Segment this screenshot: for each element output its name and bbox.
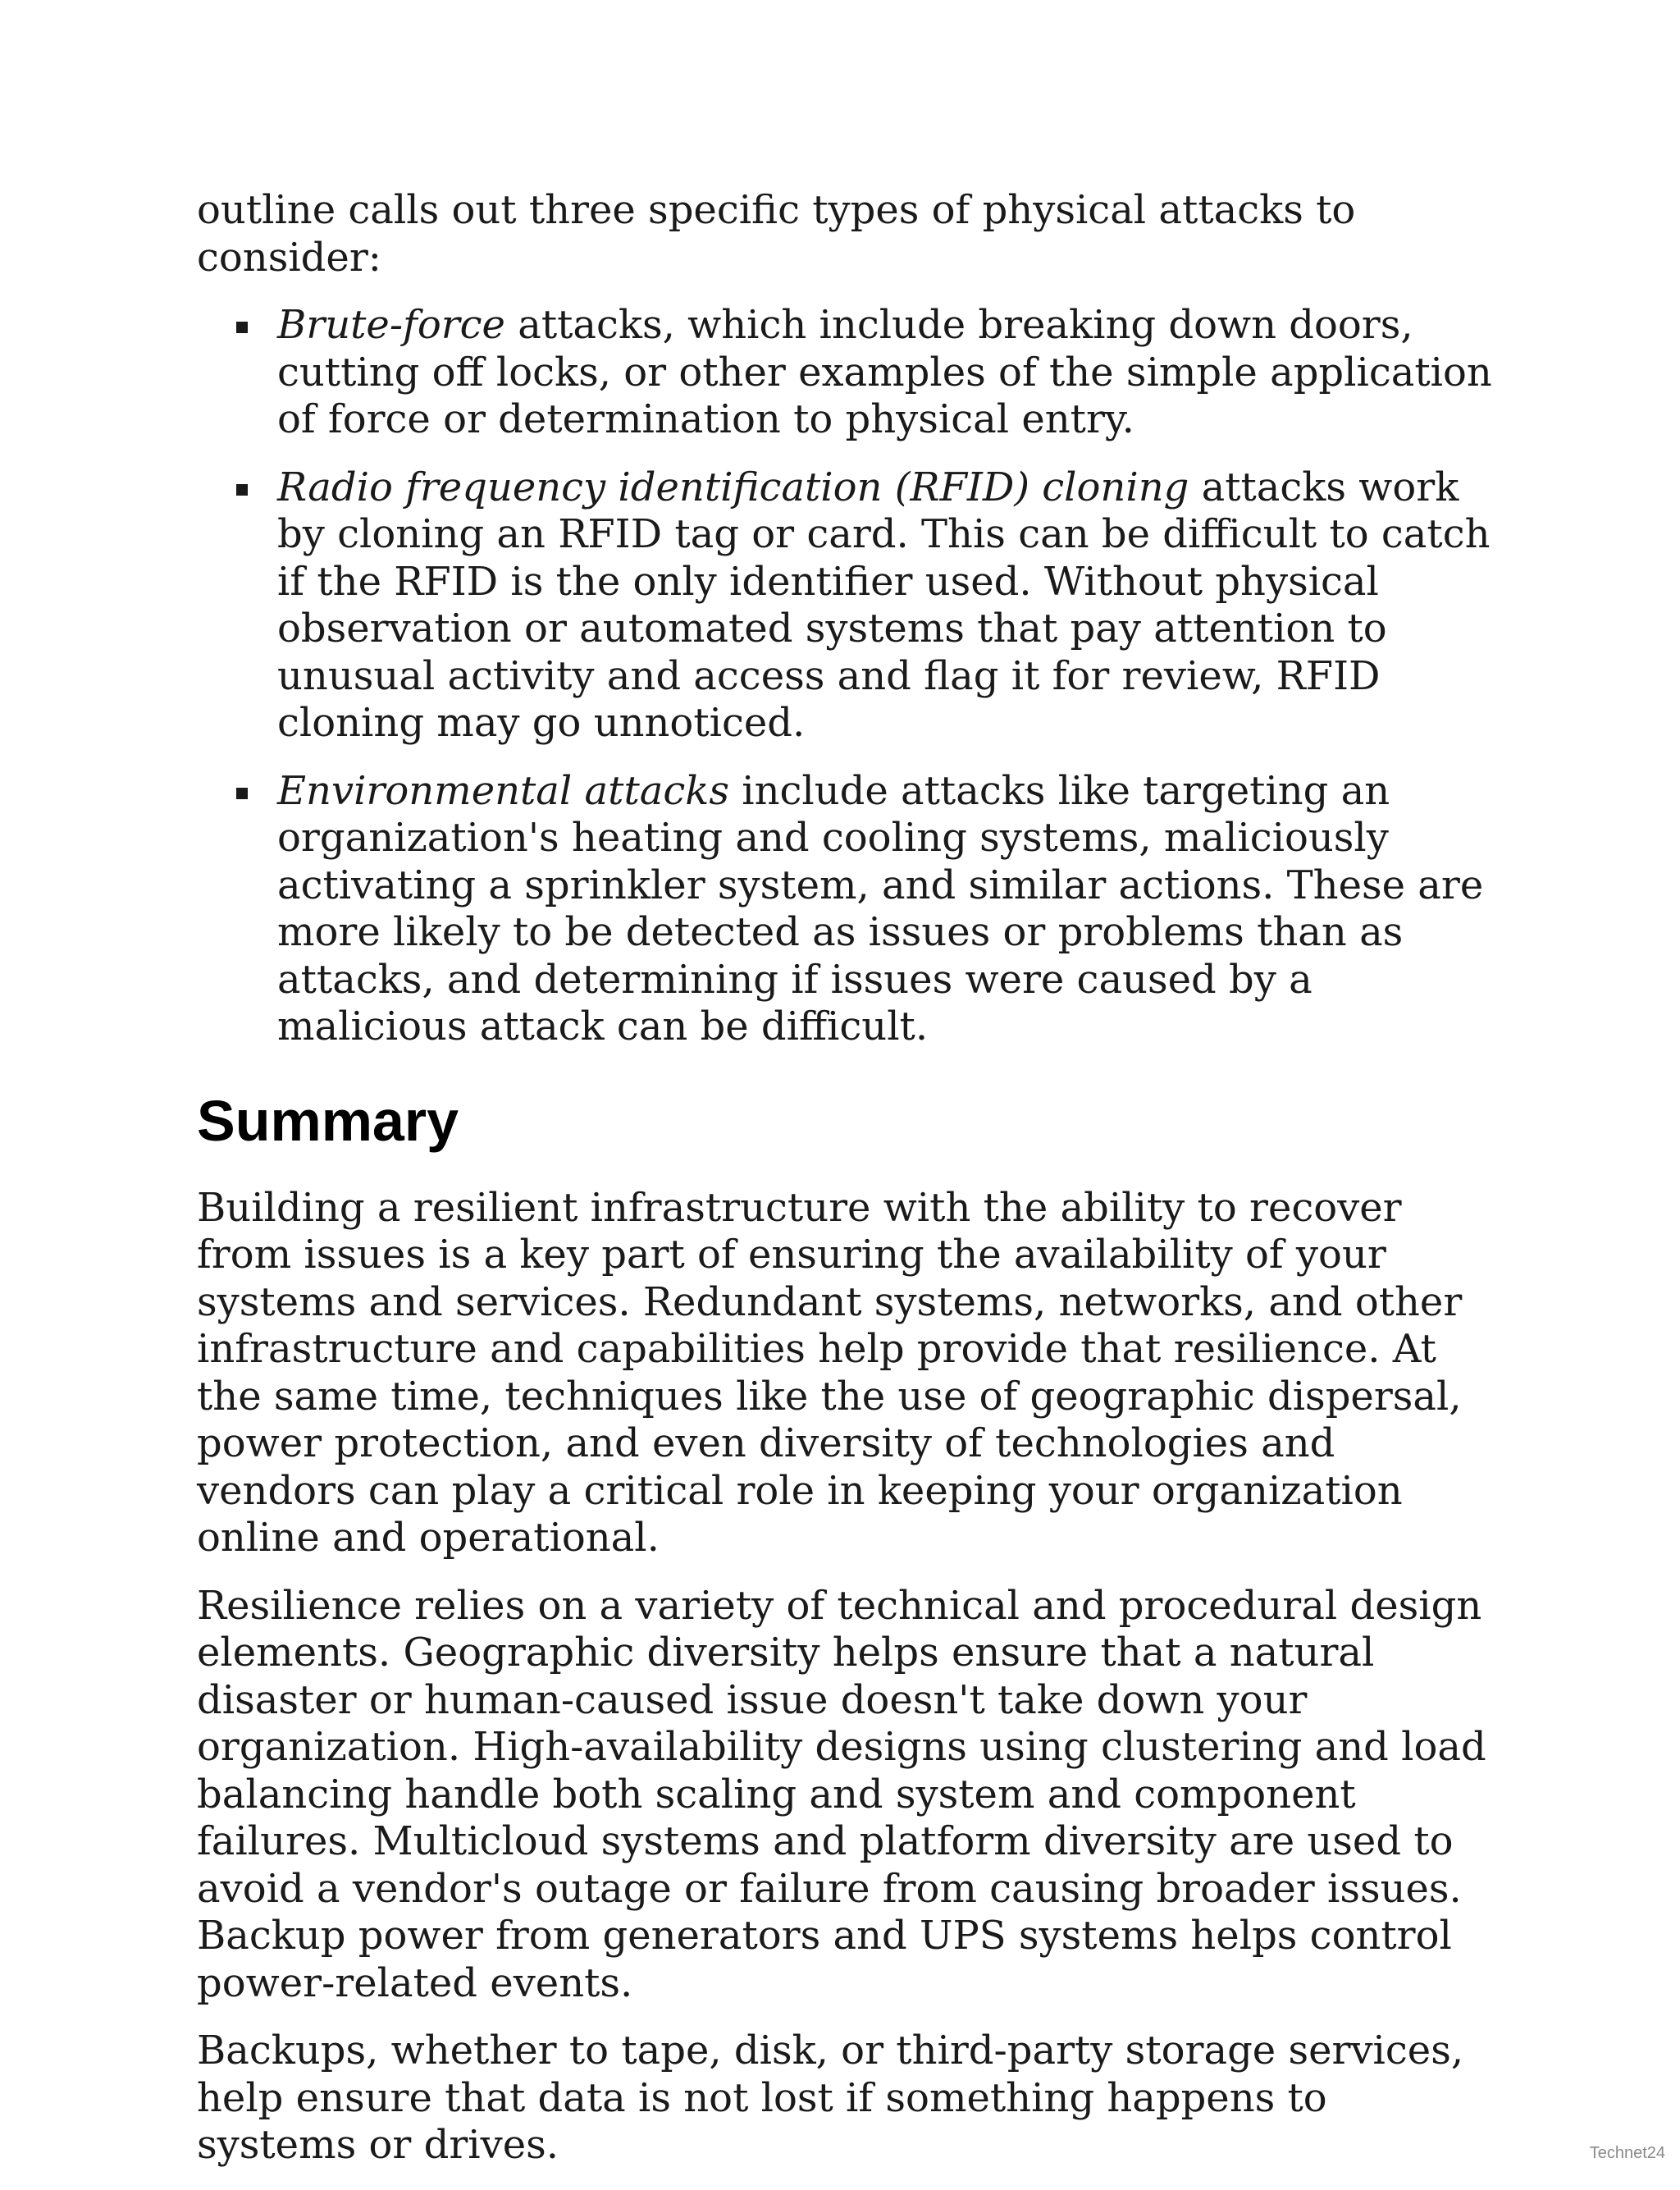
summary-paragraph: Backups, whether to tape, disk, or third-party storage services, help ensure that data is not lost if something happens to systems or drives. (197, 2028, 1464, 2168)
list-item-term: Brute-force (277, 302, 505, 348)
list-item-text: include attacks like targeting an organization's heating and cooling systems, maliciously activating a sprinkler system, and similar actions. These are more likely to be detected as issues or problems than as attacks, and determining if issues were caused by a malicious attack can be difficult. (277, 767, 1484, 1049)
attack-types-list (197, 302, 1493, 1051)
square-bullet-icon (236, 322, 248, 333)
summary-paragraph: Building a resilient infrastructure with the ability to recover from issues is a key part of ensuring the availability of your systems and services. Redundant systems, networks, and other infrastructure and capabilities help provide that resilience. At the same time, techniques like the use of geographic dispersal, power protection, and even diversity of technologies and vendors can play a critical role in keeping your organization online and operational. (197, 1184, 1463, 1561)
list-item-text: attacks work by cloning an RFID tag or card. This can be difficult to catch if the RFID is the only identifier used. Without physical observation or automated systems that pay attention to unusual activity and access and flag it for review, RFID cloning may go unnoticed. (277, 464, 1491, 746)
square-bullet-icon (236, 788, 248, 799)
list-item (277, 464, 1493, 748)
intro-paragraph: outline calls out three specific types of physical attacks to consider: (197, 187, 1356, 281)
list-item (277, 768, 1493, 1051)
list-item (277, 302, 1493, 444)
list-item-term: Environmental attacks (277, 767, 729, 814)
list-item-term: Radio frequency identification (RFID) cloning (277, 464, 1189, 510)
summary-heading: Summary (197, 1088, 459, 1153)
list-item-text: attacks, which include breaking down doors, cutting off locks, or other examples of the simple application of force or determination to physical entry. (277, 302, 1492, 442)
document-page (197, 187, 1493, 2190)
summary-paragraph: Resilience relies on a variety of technical and procedural design elements. Geographic diversity helps ensure that a natural disaster or human-caused issue doesn't take down your organization. High-availability designs using clustering and load balancing handle both scaling and system and component failures. Multicloud systems and platform diversity are used to avoid a vendor's outage or failure from causing broader issues. Backup power from generators and UPS systems helps control power-related events. (197, 1582, 1486, 2006)
square-bullet-icon (236, 484, 248, 496)
watermark: Technet24 (1589, 2144, 1665, 2162)
